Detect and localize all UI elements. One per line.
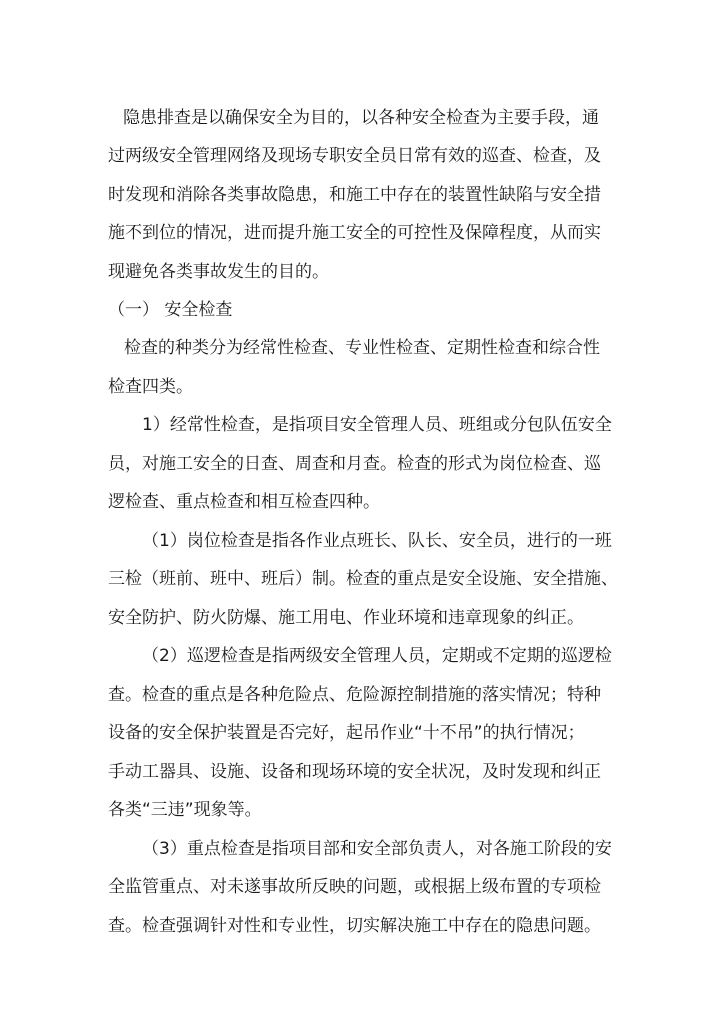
paragraph-line: 检查的种类分为经常性检查、专业性检查、定期性检查和综合性 <box>124 338 600 358</box>
paragraph-line: 安全防护、防火防爆、施工用电、作业环境和违章现象的纠正。 <box>108 608 584 628</box>
paragraph-line: 员，对施工安全的日查、周查和月查。检查的形式为岗位检查、巡 <box>108 454 601 474</box>
paragraph-line: （1）岗位检查是指各作业点班长、队长、安全员，进行的一班 <box>142 531 612 551</box>
paragraph-line: 时发现和消除各类事故隐患，和施工中存在的装置性缺陷与安全措 <box>108 185 601 205</box>
paragraph-line: 三检（班前、班中、班后）制。检查的重点是安全设施、安全措施、 <box>108 569 618 589</box>
paragraph-line: 各类“三违”现象等。 <box>108 800 262 820</box>
paragraph-line: 1）经常性检查，是指项目安全管理人员、班组或分包队伍安全 <box>142 415 612 435</box>
paragraph-line: 检查四类。 <box>108 377 193 397</box>
paragraph-line: （3）重点检查是指项目部和安全部负责人，对各施工阶段的安 <box>142 839 612 859</box>
section-heading: （一） 安全检查 <box>108 300 233 320</box>
paragraph-line: 查。检查的重点是各种危险点、危险源控制措施的落实情况；特种 <box>108 685 601 705</box>
paragraph-line: 现避免各类事故发生的目的。 <box>108 262 329 282</box>
paragraph-line: 施不到位的情况，进而提升施工安全的可控性及保障程度，从而实 <box>108 223 601 243</box>
paragraph-line: 查。检查强调针对性和专业性，切实解决施工中存在的隐患问题。 <box>108 916 601 936</box>
paragraph-line: 设备的安全保护装置是否完好，起吊作业“十不吊”的执行情况； <box>108 723 585 743</box>
paragraph-line: 全监管重点、对未遂事故所反映的问题，或根据上级布置的专项检 <box>108 877 601 897</box>
paragraph-line: 逻检查、重点检查和相互检查四种。 <box>108 492 380 512</box>
paragraph-line: 隐患排查是以确保安全为目的，以各种安全检查为主要手段，通 <box>123 108 599 128</box>
paragraph-line: 手动工器具、设施、设备和现场环境的安全状况，及时发现和纠正 <box>108 762 601 782</box>
paragraph-line: （2）巡逻检查是指两级安全管理人员，定期或不定期的巡逻检 <box>142 646 612 666</box>
paragraph-line: 过两级安全管理网络及现场专职安全员日常有效的巡查、检查，及 <box>108 146 601 166</box>
